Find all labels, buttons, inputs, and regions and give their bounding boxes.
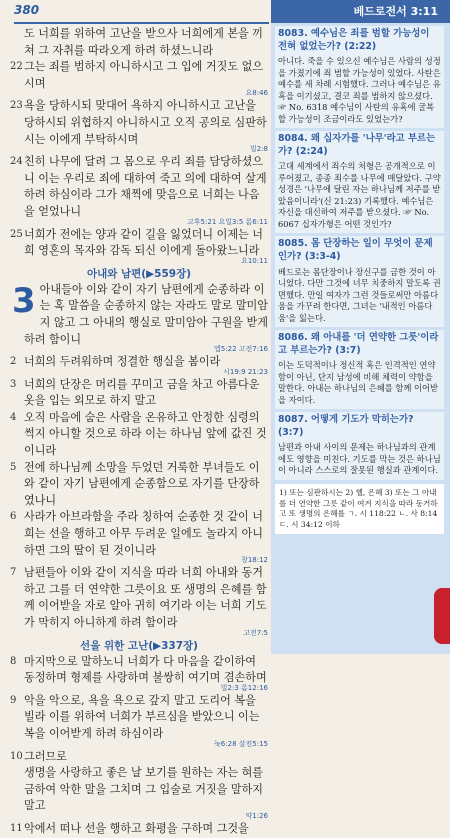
- verse: [10, 377, 268, 410]
- verse: [10, 227, 268, 260]
- verse-number: 22: [10, 61, 23, 73]
- verse-number: 24: [10, 156, 23, 168]
- study-note: [275, 131, 444, 233]
- verse-text: 남편들아 이와 같이 지식을 따라 너희 아내와 동거하고 그를 더 연약한 그릇이요 또 생명의 은혜를 함께 이어받을 자로 알아 귀히 여기라 이는 너희 기도가 막히지 아니하게 하려 함이라: [24, 566, 267, 629]
- cross-reference: 약1:26: [245, 811, 268, 820]
- cross-reference: 눅6:28 살전5:15: [214, 739, 268, 748]
- verse-text: 욕을 당하시되 맞대어 욕하지 아니하시고 고난을 당하시되 위협하지 아니하시고 오직 공의로 심판하시는 이에게 부탁하시며: [24, 99, 267, 146]
- note-title: 8087. 어떻게 기도가 막히는가? (3:7): [278, 414, 414, 438]
- page-number: 380: [14, 3, 40, 17]
- verses-top: [10, 26, 268, 266]
- verse-text: 아내들아 이와 같이 자기 남편에게 순종하라 이는 혹 말씀을 순종하지 않는 자라도 말로 말미암지 않고 그 아내의 행실로 말미암아 구원을 받게 하려 함이니: [24, 282, 268, 346]
- verse: [10, 821, 268, 838]
- verse-text: 너희의 단장은 머리를 꾸미고 금을 차고 아름다운 옷을 입는 외모로 하지 말고: [24, 377, 260, 408]
- bible-text-column: [10, 26, 268, 835]
- verses-end: [10, 654, 268, 838]
- note-title: 8084. 왜 십자가를 '나무'라고 부르는가? (2:24): [278, 133, 436, 157]
- verse-text: 친히 나무에 달려 그 몸으로 우리 죄를 담당하셨으니 이는 우리로 죄에 대하여 죽고 의에 대하여 살게 하려 하심이라 그가 채찍에 맞음으로 너희는 나음을 얻었나니: [24, 155, 267, 218]
- verse-text: 악에서 떠나 선을 행하고 화평을 구하며 그것을: [24, 821, 249, 835]
- verse: [10, 59, 268, 92]
- verse-number: 5: [10, 461, 17, 473]
- verse: [10, 749, 268, 766]
- note-title: 8083. 예수님은 죄를 범할 가능성이 전혀 없었는가? (2:22): [278, 28, 430, 52]
- chapter-tab[interactable]: [434, 588, 450, 644]
- verse: [10, 410, 268, 460]
- header-rule: [14, 22, 269, 24]
- cross-reference: 요8:46: [245, 89, 268, 98]
- cross-reference: 시19:9 21:23: [223, 367, 268, 376]
- verse-text: 전에 하나님께 소망을 두었던 거룩한 부녀들도 이와 같이 자기 남편에게 순종함으로 자기를 단장하였나니: [24, 460, 260, 507]
- cross-reference: 고전7:5: [243, 628, 268, 637]
- footnotes: 1) 또는 심판하시는 2) 헬, 은혜 3) 또는 그 아내를 더 연약한 그릇 같이 여겨 지식을 따라 동거하고 또 생명의 은혜를 ㄱ. 시 118:22 ㄴ. 사 8:14 ㄷ. 시 34:12 이하: [275, 484, 444, 534]
- verse-text: 너희가 전에는 양과 같이 길을 잃었더니 이제는 너희 영혼의 목자와 감독 되신 이에게 돌아왔느니라: [24, 227, 264, 258]
- verse-number: 7: [10, 567, 17, 579]
- verse-number: 4: [10, 411, 17, 423]
- note-title: 8086. 왜 아내를 '더 연약한 그릇'이라고 부르는가? (3:7): [278, 332, 439, 356]
- cross-reference: 빌2:8: [249, 145, 268, 154]
- verse-text: 사라가 아브라함을 주라 칭하여 순종한 것 같이 너희는 선을 행하고 아무 두려운 일에도 놀라지 아니하면 그의 딸이 된 것이니라: [24, 510, 264, 557]
- cross-reference: 창18:12: [241, 556, 268, 565]
- study-notes-column: [271, 0, 450, 654]
- verse-text: 생명을 사랑하고 좋은 날 보기를 원하는 자는 혀를 금하여 악한 말을 그치며 그 입술로 거짓을 말하지 말고: [24, 766, 264, 813]
- section-heading-1: 아내와 남편(▶559장): [86, 267, 192, 280]
- verse: [10, 26, 268, 59]
- verse-text: 너희의 두려워하며 정결한 행실을 봄이라: [24, 355, 221, 369]
- cross-reference: 요10:11: [241, 256, 268, 265]
- chapter-number: 3: [12, 280, 36, 321]
- verse: [10, 154, 268, 220]
- verse-text: 그러므로: [24, 749, 67, 763]
- verses-chapter3: [10, 282, 268, 638]
- verse-number: 3: [10, 378, 17, 390]
- verse: [10, 765, 268, 815]
- note-body: 아니다. 죽을 수 있으신 예수님은 사람의 성정을 가졌기에 죄 범할 가능성이 있었다. 사탄은 예수를 세 차례 시험했다. 그러나 예수님은 유혹을 이기셨고, 결코 죄를 범하지 않으셨다. ☞ No. 6318 예수님이 사탄의 유혹에 굴복할 가능성이 조금이라도 있었는가?: [278, 56, 441, 124]
- verse-number: 11: [10, 822, 23, 834]
- verse: [10, 354, 268, 371]
- note-body: 고대 세계에서 죄수의 처형은 공개적으로 이루어졌고, 종종 죄수를 나무에 매달았다. 구약 성경은 '나무에 달린 자는 하나님께 저주를 받았음이니라'(신 21:23) 기록했다. 예수님은 자신을 대신하여 저주를 받으셨다. ☞ No. 6067 십자가형은 어떤 것인가?: [278, 161, 441, 229]
- study-note: [275, 412, 444, 480]
- note-title: 8085. 몸 단장하는 일이 무엇이 문제인가? (3:3-4): [278, 238, 433, 262]
- verse: [10, 565, 268, 631]
- study-note: [275, 330, 444, 409]
- verse: [10, 460, 268, 510]
- verse-number: 10: [10, 750, 23, 762]
- book-header: 베드로전서 3:11: [271, 0, 450, 23]
- cross-reference: 엡5:22 고전7:16: [214, 345, 268, 354]
- verse-text: 마지막으로 말하노니 너희가 다 마음을 같이하여 동정하며 형제를 사랑하며 불쌍히 여기며 겸손하며: [24, 654, 267, 685]
- verse-text: 그는 죄를 범하지 아니하시고 그 입에 거짓도 없으시며: [24, 60, 264, 90]
- notes-list: [271, 26, 450, 480]
- verse-text: 악을 악으로, 욕을 욕으로 갚지 말고 도리어 복을 빌라 이를 위하여 너희가 부르심을 받았으니 이는 복을 이어받게 하려 하심이라: [24, 693, 260, 740]
- note-body: 베드로는 몸단장이나 장신구를 금한 것이 아니었다. 다만 그것에 너무 치중하지 말도록 권면했다. 만일 여자가 그런 것들로써만 아름다움을 가꾸려 한다면, 그녀는 '내적인 아름다움'을 잃는다.: [278, 266, 441, 323]
- verse-number: 9: [10, 694, 17, 706]
- verse: [10, 693, 268, 743]
- verse-number: 8: [10, 655, 17, 667]
- section-heading-2: 선을 위한 고난(▶337장): [80, 639, 198, 652]
- verse: [10, 509, 268, 559]
- verse-number: 23: [10, 100, 23, 112]
- cross-reference: 빌2:3 롬12:16: [220, 683, 268, 692]
- verse-text: 도 너희를 위하여 고난을 받으사 너희에게 본을 끼쳐 그 자취를 따라오게 하려 하셨느니라: [24, 27, 264, 57]
- study-note: [275, 236, 444, 327]
- verse-number: 25: [10, 228, 23, 240]
- study-note: [275, 26, 444, 128]
- verse-number: 2: [10, 356, 17, 368]
- cross-reference: 고후5:21 요일3:5 롬6:11: [187, 217, 268, 226]
- verse: [10, 654, 268, 687]
- verse: [10, 98, 268, 148]
- verse-number: 6: [10, 511, 17, 523]
- verse-text: 오직 마음에 숨은 사람을 온유하고 안정한 심령의 썩지 아니할 것으로 하라 이는 하나님 앞에 값진 것이니라: [24, 410, 267, 458]
- note-body: 이는 도덕적이나 정신적 혹은 인격적인 연약함이 아닌, 단지 남성에 비해 체력이 약함을 말한다. 아내는 하나님의 은혜를 함께 이어받을 자이다.: [278, 360, 439, 405]
- verse: [10, 282, 268, 348]
- note-body: 남편과 아내 사이의 문제는 하나님과의 관계에도 영향을 미친다. 기도를 막는 것은 하나님이 아니라 스스로의 잘못된 행실과 관계이다.: [278, 442, 441, 476]
